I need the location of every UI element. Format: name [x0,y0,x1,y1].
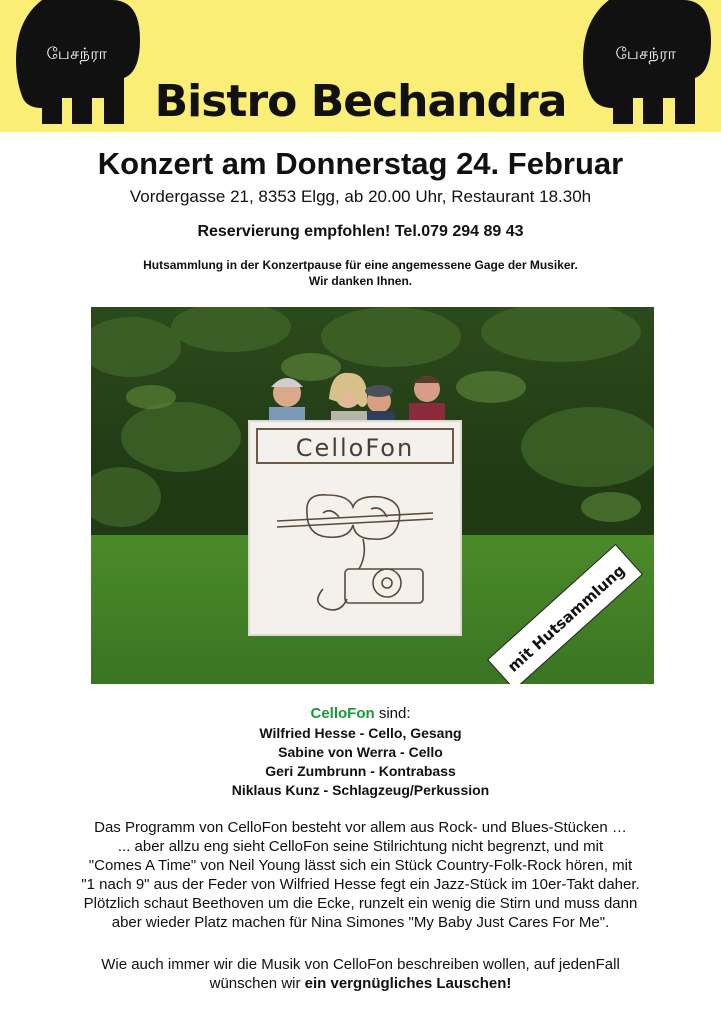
banner-text: CelloFon [295,434,415,462]
concert-details: Vordergasse 21, 8353 Elgg, ab 20.00 Uhr, Restaurant 18.30h [129,187,592,206]
hat-collection-line-1: Hutsammlung in der Konzertpause für eine angemessene Gage der Musiker. [143,258,578,272]
closing-text [0,955,721,993]
badge-text: mit Hutsammlung [504,561,629,676]
program-line: aber wieder Platz machen für Nina Simones "My Baby Just Cares For Me". [111,914,610,931]
closing-line-1: Wie auch immer wir die Musik von CelloFon beschreiben wollen, auf jedenFall [101,956,620,973]
program-line: "1 nach 9" aus der Feder von Wilfried Hesse fegt ein Jazz-Stück im 10er-Takt daher. [81,876,640,893]
member-item: Niklaus Kunz - Schlagzeug/Perkussion [231,782,490,798]
hat-collection-info [0,257,721,289]
program-description [40,818,681,932]
program-line: Plötzlich schaut Beethoven um die Ecke, runzelt ein wenig die Stirn und muss dann [83,895,638,912]
bistro-title: Bistro Bechandra [154,76,567,127]
band-name: CelloFon [310,705,375,722]
closing-line-2-bold: ein vergnügliches Lauschen! [304,975,512,992]
header-banner [0,0,721,132]
closing-line-2-prefix: wünschen wir [209,975,305,992]
logo-text-left: பேசந்ரா [46,44,108,63]
reservation-notice: Reservierung empfohlen! Tel.079 294 89 43 [197,223,524,240]
member-list [0,724,721,800]
program-line: "Comes A Time" von Neil Young lässt sich ein Stück Country-Folk-Rock hören, mit [88,857,633,874]
member-item: Wilfried Hesse - Cello, Gesang [259,725,462,741]
program-line: Das Programm von CelloFon besteht vor allem aus Rock- und Blues-Stücken … [94,819,627,836]
band-heading [0,705,721,723]
concert-title: Konzert am Donnerstag 24. Februar [97,146,624,181]
band-photo [91,307,654,684]
closing-line-2 [0,974,721,993]
logo-text-right: பேசந்ரா [615,44,677,63]
band-name-suffix: sind: [374,705,411,722]
hat-collection-line-2: Wir danken Ihnen. [308,274,413,288]
member-item: Geri Zumbrunn - Kontrabass [265,763,456,779]
member-item: Sabine von Werra - Cello [278,744,443,760]
program-line: ... aber allzu eng sieht CelloFon seine Stilrichtung nicht begrenzt, und mit [117,838,604,855]
